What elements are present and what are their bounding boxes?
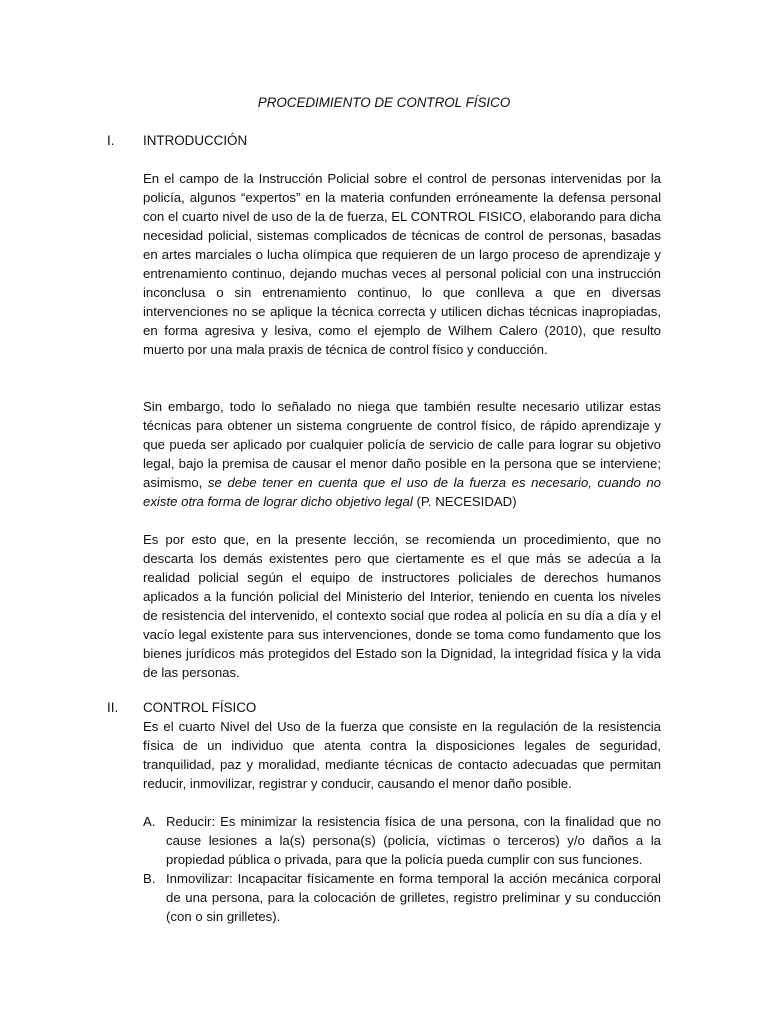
section-heading-control-fisico xyxy=(107,698,256,717)
intro-paragraph-2-tag: (P. NECESIDAD) xyxy=(416,494,517,509)
control-fisico-list xyxy=(143,812,661,926)
list-item-text: Inmovilizar: Incapacitar físicamente en forma temporal la acción mecánica corporal de una persona, para la colocación de grilletes, registro preliminar y su conducción (con o sin grilletes). xyxy=(166,871,661,924)
section-title: INTRODUCCIÓN xyxy=(143,133,248,148)
list-item-text: Reducir: Es minimizar la resistencia física de una persona, con la finalidad que no cause lesiones a la(s) persona(s) (policía, víctimas o terceros) y/o daños a la propiedad pública o privada, para que la policía pueda cumplir con sus funciones. xyxy=(166,814,661,867)
control-fisico-paragraph: Es el cuarto Nivel del Uso de la fuerza que consiste en la regulación de la resistencia física de un individuo que atenta contra la disposiciones legales de seguridad, tranquilidad, paz y moralidad, mediante técnicas de contacto adecuadas que permitan reducir, inmovilizar, registrar y conducir, causando el menor daño posible. xyxy=(143,719,661,791)
section-number: II. xyxy=(107,700,119,715)
intro-paragraph-1: En el campo de la Instrucción Policial sobre el control de personas intervenidas por la policía, algunos “expertos” en la materia confunden erróneamente la defensa personal con el cuarto nivel de uso de la de fuerza, EL CONTROL FISICO, elaborando para dicha necesidad policial, sistemas complicados de técnicas de control de personas, basadas en artes marciales o lucha olímpica que requieren de un largo proceso de aprendizaje y entrenamiento continuo, dejando muchas veces al personal policial con una instrucción inconclusa o sin entrenamiento continuo, lo que conlleva a que en diversas intervenciones no se aplique la técnica correcta y utilicen dichas técnicas inapropiadas, en forma agresiva y lesiva, como el ejemplo de Wilhem Calero (2010), que resulto muerto por una mala praxis de técnica de control físico y conducción. xyxy=(143,171,661,357)
list-item-letter: B. xyxy=(143,871,156,886)
list-item-inmovilizar xyxy=(143,869,661,926)
list-item-letter: A. xyxy=(143,814,156,829)
document-title: PROCEDIMIENTO DE CONTROL FÍSICO xyxy=(257,95,511,110)
intro-paragraph-2-italic: se debe tener en cuenta que el uso de la fuerza es necesario, cuando no existe otra forma de lograr dicho objetivo legal xyxy=(143,475,662,509)
intro-paragraph-3: Es por esto que, en la presente lección, se recomienda un procedimiento, que no descarta los demás existentes pero que ciertamente es el que más se adecúa a la realidad policial según el equipo de instructores policiales de derechos humanos aplicados a la función policial del Ministerio del Interior, teniendo en cuenta los niveles de resistencia del intervenido, el contexto social que rodea al policía en su día a día y el vacío legal existente para sus intervenciones, donde se toma como fundamento que los bienes jurídicos más protegidos del Estado son la Dignidad, la integridad física y la vida de las personas. xyxy=(143,532,661,680)
section-heading-introduccion xyxy=(107,131,247,150)
section-title: CONTROL FÍSICO xyxy=(143,700,257,715)
intro-paragraph-2-text: Sin embargo, todo lo señalado no niega que también resulte necesario utilizar estas técnicas para obtener un sistema congruente de control físico, de rápido aprendizaje y que pueda ser aplicado por cualquier policía de servicio de calle para lograr su objetivo legal, bajo la premisa de causar el menor daño posible en la persona que se interviene; asimismo, xyxy=(143,399,661,490)
list-item-reducir xyxy=(143,812,661,869)
intro-paragraph-2 xyxy=(143,397,661,511)
section-number: I. xyxy=(107,133,115,148)
